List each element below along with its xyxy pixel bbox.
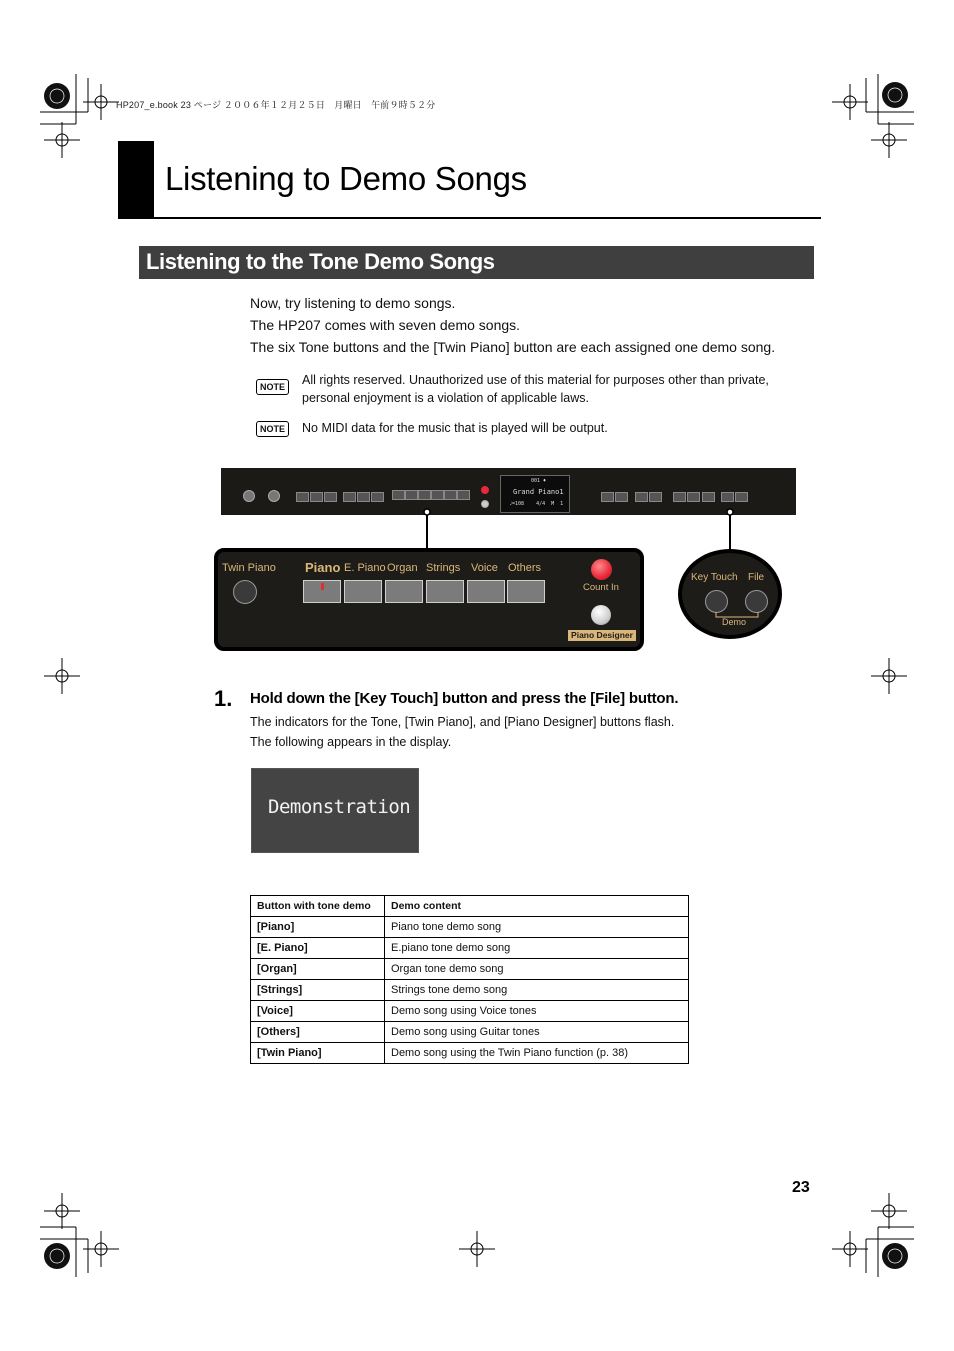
step-number: 1. (214, 686, 233, 711)
e-piano-button[interactable] (344, 580, 382, 603)
table-cell-content: Demo song using Guitar tones (385, 1022, 689, 1043)
table-row (251, 980, 689, 1001)
piano-designer-button[interactable] (591, 605, 611, 625)
intro-line-1: Now, try listening to demo songs. (250, 295, 456, 311)
table-row (251, 938, 689, 959)
table-cell-button: [Others] (251, 1022, 385, 1043)
lcd-line-3: ♩=108 4/4 M 1 (509, 501, 564, 507)
key-touch-button[interactable] (705, 590, 728, 613)
table-cell-button: [Voice] (251, 1001, 385, 1022)
intro-line-3: The six Tone buttons and the [Twin Piano] button are each assigned one demo song. (250, 339, 776, 355)
demo-label: Demo (722, 617, 747, 627)
tone-label-e-piano: E. Piano (344, 562, 386, 574)
note-1-line-2: personal enjoyment is a violation of applicable laws. (302, 391, 589, 405)
table-cell-button: [Twin Piano] (251, 1043, 385, 1064)
strings-button[interactable] (426, 580, 464, 603)
table-cell-content: Demo song using the Twin Piano function (p. 38) (385, 1043, 689, 1064)
twin-piano-label: Twin Piano (222, 562, 276, 574)
file-label: File (748, 572, 765, 583)
table-header-cell: Demo content (385, 896, 689, 917)
step-title: Hold down the [Key Touch] button and press the [File] button. (250, 690, 679, 707)
others-button[interactable] (507, 580, 545, 603)
table-cell-button: [Organ] (251, 959, 385, 980)
table-cell-content: Demo song using Voice tones (385, 1001, 689, 1022)
table-row (251, 1043, 689, 1064)
table-cell-content: Strings tone demo song (385, 980, 689, 1001)
section-title: Listening to the Tone Demo Songs (146, 249, 495, 274)
table-cell-button: [Strings] (251, 980, 385, 1001)
table-cell-content: Organ tone demo song (385, 959, 689, 980)
demo-table (250, 895, 689, 1064)
organ-button[interactable] (385, 580, 423, 603)
intro-line-2: The HP207 comes with seven demo songs. (250, 317, 521, 333)
table-header-cell: Button with tone demo (251, 896, 385, 917)
tone-label-organ: Organ (387, 562, 418, 574)
key-touch-label: Key Touch (691, 572, 738, 583)
table-row (251, 1001, 689, 1022)
count-in-led-icon (591, 559, 612, 580)
page-title: Listening to Demo Songs (165, 160, 527, 197)
table-cell-content: E.piano tone demo song (385, 938, 689, 959)
piano-designer-label: Piano Designer (568, 630, 636, 641)
note-2-line-1: No MIDI data for the music that is played will be output. (302, 421, 608, 435)
voice-button[interactable] (467, 580, 505, 603)
page-number: 23 (792, 1179, 810, 1196)
step-line-2: The following appears in the display. (250, 735, 452, 749)
display-text: Demonstration (268, 796, 411, 818)
lcd-line-2: Grand Piano1 (513, 488, 564, 496)
table-row (251, 959, 689, 980)
lcd-line-1: 001 ♦ (531, 478, 547, 484)
twin-piano-button[interactable] (233, 580, 257, 604)
note-1-line-1: All rights reserved. Unauthorized use of this material for purposes other than private, (302, 373, 769, 387)
file-button[interactable] (745, 590, 768, 613)
tone-label-voice: Voice (471, 562, 498, 574)
tone-label-piano: Piano (305, 560, 341, 575)
note-badge-2: NOTE (256, 421, 289, 437)
file-info-header: HP207_e.book 23 ページ ２００６年１２月２５日 月曜日 午前９時５２分 (116, 100, 436, 110)
table-row (251, 917, 689, 938)
table-header-row (251, 896, 689, 917)
step-line-1: The indicators for the Tone, [Twin Piano], and [Piano Designer] buttons flash. (250, 715, 675, 729)
table-cell-content: Piano tone demo song (385, 917, 689, 938)
tone-label-others: Others (508, 562, 542, 574)
piano-button[interactable] (303, 580, 341, 603)
table-cell-button: [Piano] (251, 917, 385, 938)
table-row (251, 1022, 689, 1043)
table-cell-button: [E. Piano] (251, 938, 385, 959)
count-in-label: Count In (583, 582, 619, 593)
tone-label-strings: Strings (426, 562, 461, 574)
note-badge-1: NOTE (256, 379, 289, 395)
